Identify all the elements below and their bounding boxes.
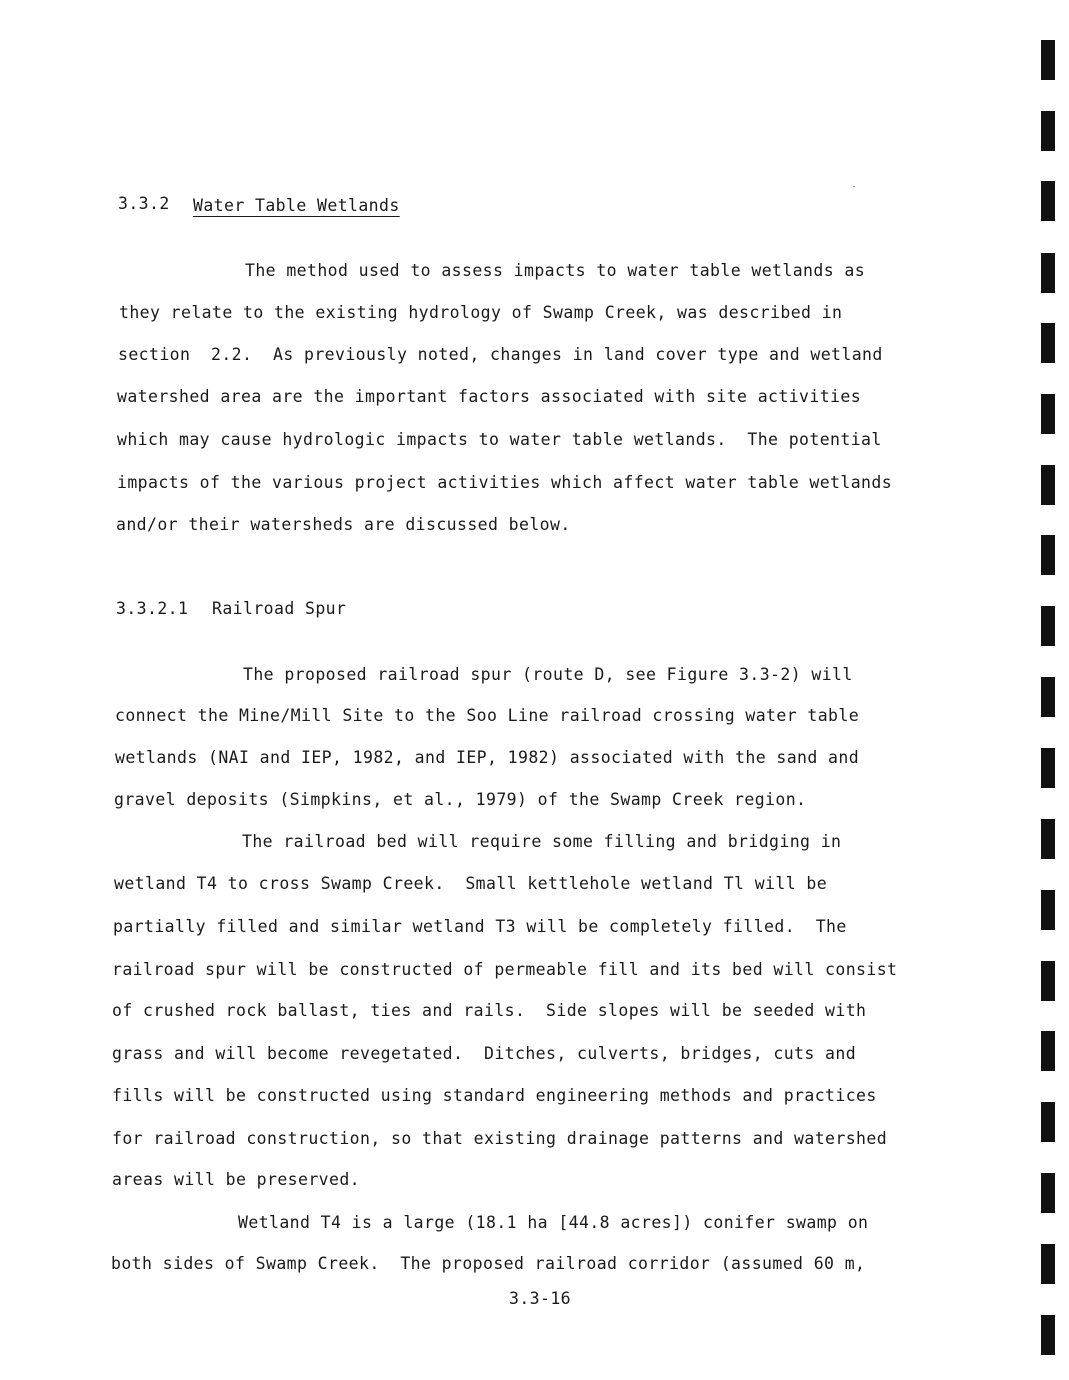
page-number: 3.3-16 [509, 1289, 572, 1308]
scan-mark [1041, 677, 1055, 717]
body-line: railroad spur will be constructed of permeable fill and its bed will consist [112, 960, 898, 979]
section-number: 3.3.2 [118, 194, 170, 213]
scan-mark [1041, 890, 1055, 930]
body-line: they relate to the existing hydrology of Swamp Creek, was described in [119, 303, 843, 322]
body-line: grass and will become revegetated. Ditches, culverts, bridges, cuts and [112, 1044, 857, 1063]
scan-mark [1041, 1244, 1055, 1284]
scan-mark [1041, 961, 1055, 1001]
scan-mark [1041, 323, 1055, 363]
body-line: section 2.2. As previously noted, changes in land cover type and wetland [118, 345, 883, 364]
scan-mark [1041, 40, 1055, 80]
scan-mark [1041, 819, 1055, 859]
body-line: wetlands (NAI and IEP, 1982, and IEP, 1982) associated with the sand and [115, 748, 860, 767]
scan-mark [1041, 535, 1055, 575]
body-line: Wetland T4 is a large (18.1 ha [44.8 acres]) conifer swamp on [238, 1213, 869, 1232]
body-line: connect the Mine/Mill Site to the Soo Line railroad crossing water table [115, 706, 860, 725]
scan-mark [1041, 748, 1055, 788]
body-line: impacts of the various project activities which affect water table wetlands [117, 473, 893, 492]
body-line: fills will be constructed using standard engineering methods and practices [112, 1086, 877, 1105]
body-line: gravel deposits (Simpkins, et al., 1979) of the Swamp Creek region. [114, 790, 807, 809]
section-title: Water Table Wetlands [193, 196, 400, 215]
scan-mark [1041, 1315, 1055, 1355]
scan-mark [1041, 394, 1055, 434]
body-line: The method used to assess impacts to water table wetlands as [245, 261, 866, 280]
scan-mark [1041, 606, 1055, 646]
body-line: which may cause hydrologic impacts to water table wetlands. The potential [117, 430, 882, 449]
body-line: partially filled and similar wetland T3 will be completely filled. The [113, 917, 847, 936]
scan-mark [1041, 1031, 1055, 1071]
subsection-number: 3.3.2.1 [116, 599, 189, 618]
body-line: both sides of Swamp Creek. The proposed railroad corridor (assumed 60 m, [111, 1254, 866, 1273]
body-line: areas will be preserved. [112, 1170, 361, 1189]
body-line: for railroad construction, so that existing drainage patterns and watershed [112, 1129, 888, 1148]
scan-mark [1041, 1102, 1055, 1142]
body-line: of crushed rock ballast, ties and rails. Side slopes will be seeded with [112, 1001, 867, 1020]
scan-mark [1041, 1173, 1055, 1213]
scan-mark [1041, 253, 1055, 293]
body-line: and/or their watersheds are discussed below. [116, 515, 571, 534]
scan-speck [853, 186, 855, 187]
scan-mark [1041, 111, 1055, 151]
scan-mark [1041, 181, 1055, 221]
subsection-title: Railroad Spur [212, 599, 347, 618]
scan-mark [1041, 465, 1055, 505]
body-line: wetland T4 to cross Swamp Creek. Small kettlehole wetland Tl will be [114, 874, 828, 893]
body-line: The proposed railroad spur (route D, see Figure 3.3-2) will [243, 665, 853, 684]
body-line: watershed area are the important factors associated with site activities [117, 387, 862, 406]
body-line: The railroad bed will require some filling and bridging in [242, 832, 842, 851]
